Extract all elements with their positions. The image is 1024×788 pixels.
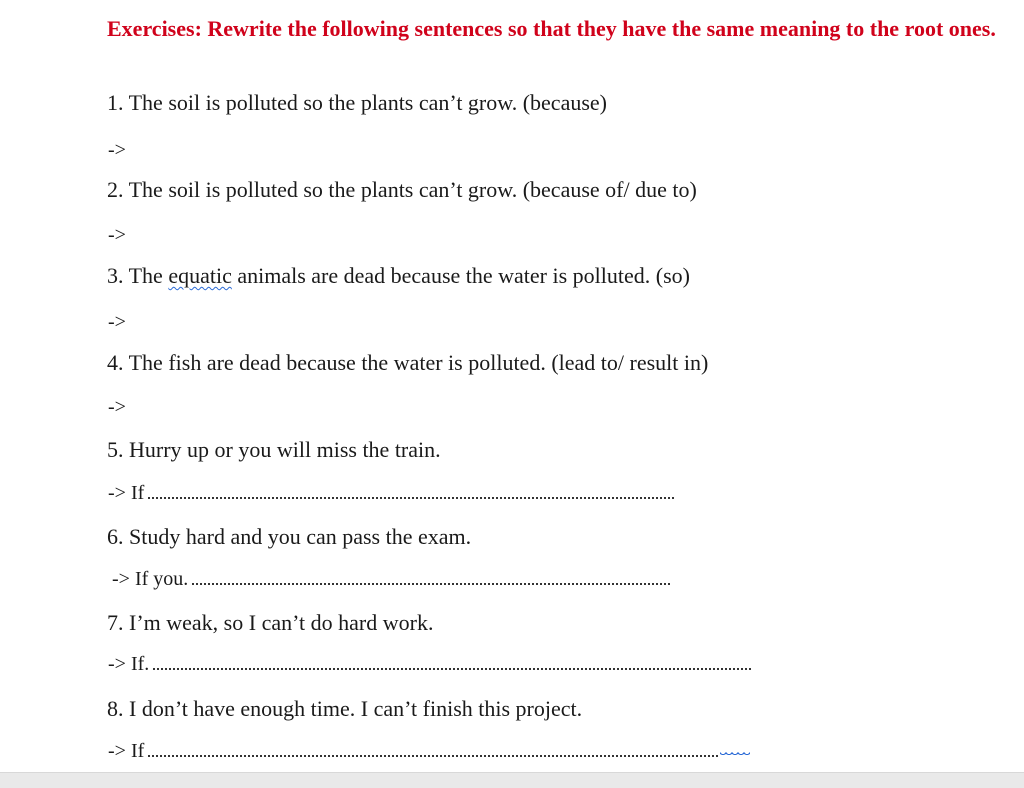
exercise-text: Hurry up or you will miss the train.	[129, 437, 441, 462]
exercise-number: 6.	[107, 524, 124, 549]
answer-line-8	[108, 738, 750, 764]
answer-dotted-blank[interactable]	[192, 581, 670, 585]
exercise-text: Study hard and you can pass the exam.	[129, 524, 472, 549]
answer-dotted-blank[interactable]	[148, 753, 718, 757]
exercise-item-3	[107, 261, 690, 291]
exercise-item-1	[107, 88, 607, 118]
exercise-number: 3.	[107, 263, 124, 288]
exercise-number: 7.	[107, 610, 124, 635]
exercise-heading: Exercises: Rewrite the following sentences so that they have the same meaning to the root ones.	[107, 16, 996, 41]
window-bottom-bar	[0, 772, 1024, 788]
exercise-item-4	[107, 348, 708, 378]
exercise-text-before: The	[128, 263, 169, 288]
exercise-item-5	[107, 435, 441, 465]
exercise-number: 4.	[107, 350, 124, 375]
answer-prefix: -> If	[108, 740, 145, 762]
answer-dotted-blank[interactable]	[153, 666, 751, 670]
answer-dotted-blank[interactable]	[148, 495, 674, 499]
answer-prefix: ->	[108, 311, 126, 333]
answer-prefix: -> If.	[108, 653, 150, 675]
exercise-number: 2.	[107, 177, 124, 202]
answer-prefix: ->	[108, 139, 126, 161]
exercise-text: The soil is polluted so the plants can’t grow. (because)	[128, 90, 607, 115]
answer-prefix: -> If	[108, 482, 145, 504]
answer-prefix: -> If you.	[112, 568, 189, 590]
answer-line-3	[108, 309, 126, 335]
spellcheck-squiggle	[720, 751, 750, 757]
spellcheck-flagged-word[interactable]: equatic	[168, 263, 232, 288]
exercise-text: The soil is polluted so the plants can’t grow. (because of/ due to)	[128, 177, 697, 202]
answer-line-2	[108, 222, 126, 248]
exercise-number: 5.	[107, 437, 124, 462]
exercise-text: I don’t have enough time. I can’t finish this project.	[129, 696, 583, 721]
answer-line-7	[108, 651, 751, 677]
answer-prefix: ->	[108, 396, 126, 418]
answer-line-1	[108, 137, 126, 163]
exercise-item-8	[107, 694, 582, 724]
exercise-item-2	[107, 175, 697, 205]
exercise-text: The fish are dead because the water is polluted. (lead to/ result in)	[128, 350, 709, 375]
exercise-item-7	[107, 608, 433, 638]
exercise-number: 8.	[107, 696, 124, 721]
exercise-text: I’m weak, so I can’t do hard work.	[129, 610, 434, 635]
answer-line-5	[108, 480, 674, 506]
exercise-number: 1.	[107, 90, 124, 115]
answer-line-6	[112, 566, 670, 592]
answer-line-4	[108, 394, 126, 420]
exercise-item-6	[107, 522, 471, 552]
answer-prefix: ->	[108, 224, 126, 246]
exercise-text-after: animals are dead because the water is polluted. (so)	[231, 263, 690, 288]
